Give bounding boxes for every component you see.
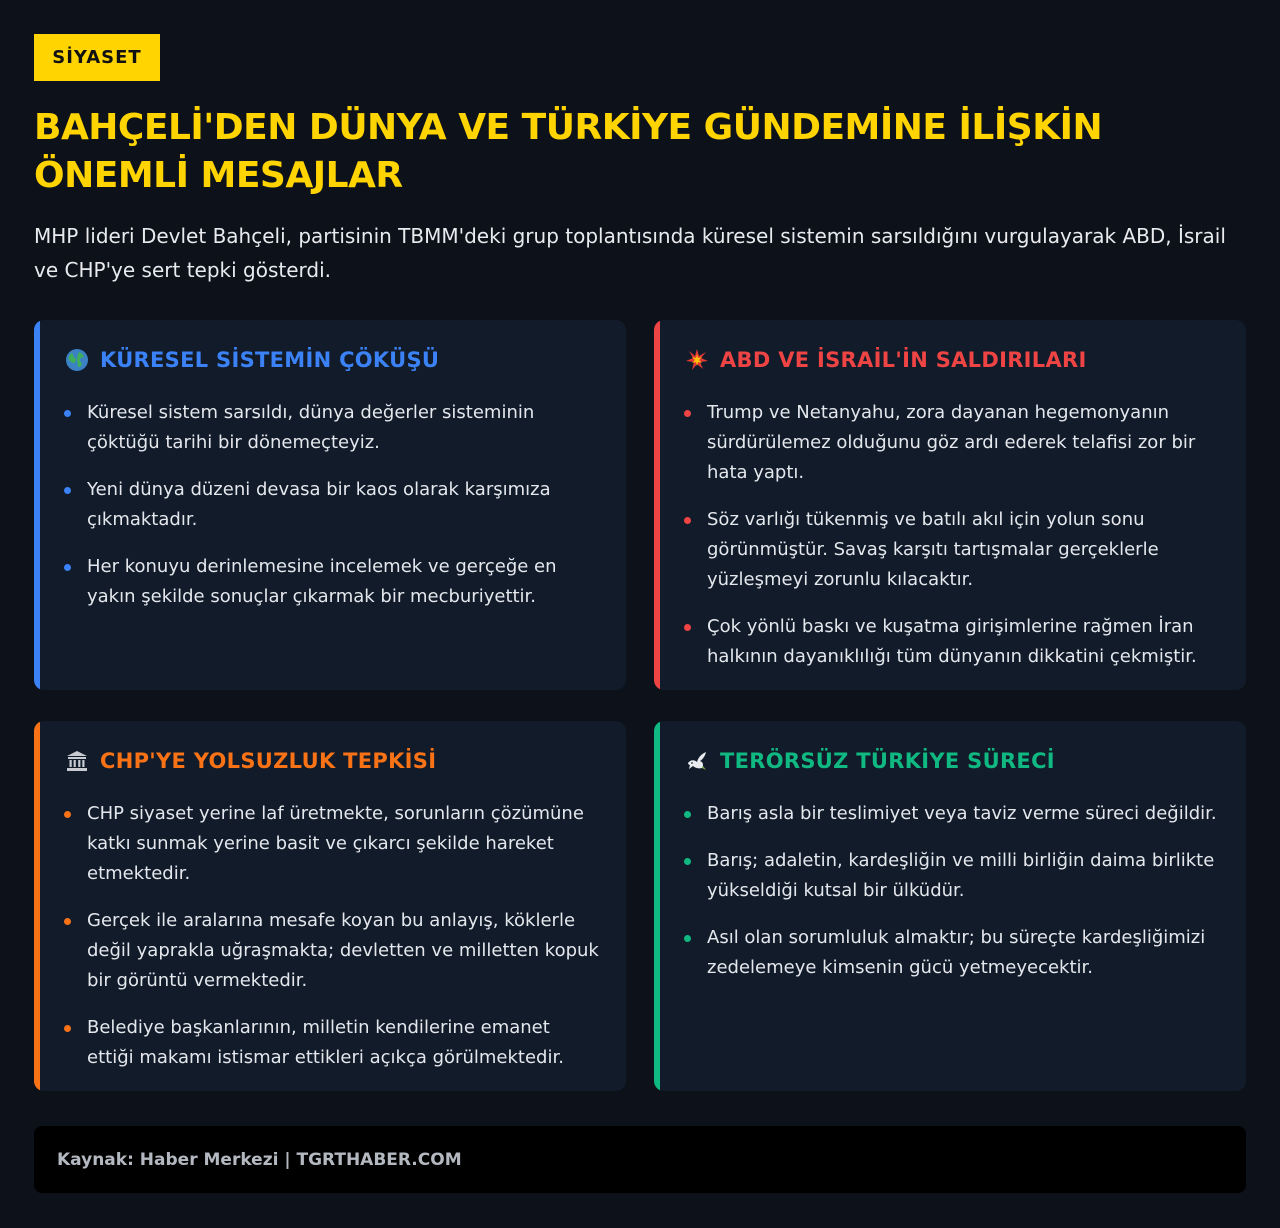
- lead-paragraph: MHP lideri Devlet Bahçeli, partisinin TBMM'deki grup toplantısında küresel sistemin sarsıldığını vurgulayarak ABD, İsrail ve CHP'ye sert tepki gösterdi.: [34, 224, 1226, 282]
- source-footer: Kaynak: Haber Merkezi | TGRTHABER.COM: [34, 1126, 1246, 1193]
- card-list: [64, 398, 602, 612]
- card-title: [684, 344, 1222, 376]
- category-badge: SİYASET: [34, 34, 160, 81]
- explosion-icon: [684, 347, 710, 373]
- list-item: [64, 799, 602, 889]
- bullet-dot: [64, 487, 71, 494]
- card-usa-israel-attacks: [654, 320, 1246, 690]
- bullet-dot: [684, 935, 691, 942]
- list-item: [64, 552, 602, 612]
- list-item: [64, 906, 602, 996]
- list-item-text: Küresel sistem sarsıldı, dünya değerler sisteminin çöktüğü tarihi bir dönemeçteyiz.: [87, 402, 535, 453]
- list-item-text: Her konuyu derinlemesine incelemek ve gerçeğe en yakın şekilde sonuçlar çıkarmak bir mecburiyettir.: [87, 556, 557, 607]
- card-list: [684, 398, 1222, 672]
- list-item: [684, 923, 1222, 983]
- card-title-text: KÜRESEL SİSTEMİN ÇÖKÜŞÜ: [100, 348, 440, 372]
- bullet-dot: [64, 564, 71, 571]
- card-terror-free-turkey: [654, 721, 1246, 1091]
- card-list: [64, 799, 602, 1073]
- list-item-text: Gerçek ile aralarına mesafe koyan bu anlayış, köklerle değil yaprakla uğraşmakta; devletten ve milletten kopuk bir görüntü vermektedir.: [87, 910, 599, 991]
- card-chp-corruption: [34, 721, 626, 1091]
- list-item-text: CHP siyaset yerine laf üretmekte, sorunların çözümüne katkı sunmak yerine basit ve çıkarcı şekilde hareket etmektedir.: [87, 803, 584, 884]
- list-item: [64, 1013, 602, 1073]
- card-title-text: CHP'YE YOLSUZLUK TEPKİSİ: [100, 749, 437, 773]
- card-global-system: [34, 320, 626, 690]
- list-item: [684, 846, 1222, 906]
- bullet-dot: [684, 858, 691, 865]
- bullet-dot: [64, 918, 71, 925]
- list-item-text: Çok yönlü baskı ve kuşatma girişimlerine rağmen İran halkının dayanıklılığı tüm dünyanın dikkatini çekmiştir.: [707, 616, 1197, 667]
- bullet-dot: [64, 410, 71, 417]
- list-item: [64, 398, 602, 458]
- list-item-text: Barış; adaletin, kardeşliğin ve milli birliğin daima birlikte yükseldiği kutsal bir ülküdür.: [707, 850, 1215, 901]
- bullet-dot: [684, 517, 691, 524]
- list-item-text: Belediye başkanlarının, milletin kendilerine emanet ettiği makamı istismar ettikleri açıkça görülmektedir.: [87, 1017, 564, 1068]
- globe-icon: [64, 347, 90, 373]
- list-item: [684, 398, 1222, 488]
- bullet-dot: [684, 811, 691, 818]
- list-item-text: Yeni dünya düzeni devasa bir kaos olarak karşımıza çıkmaktadır.: [87, 479, 551, 530]
- bullet-dot: [684, 410, 691, 417]
- card-title-text: ABD VE İSRAİL'İN SALDIRILARI: [720, 348, 1087, 372]
- list-item-text: Söz varlığı tükenmiş ve batılı akıl için yolun sonu görünmüştür. Savaş karşıtı tartışmalar gerçeklerle yüzleşmeyi zorunlu kılacaktır.: [707, 509, 1159, 590]
- classical-building-icon: [64, 748, 90, 774]
- card-title-text: TERÖRSÜZ TÜRKİYE SÜRECİ: [720, 749, 1055, 773]
- card-title: [64, 745, 602, 777]
- card-title: [64, 344, 602, 376]
- list-item: [64, 475, 602, 535]
- card-title: [684, 745, 1222, 777]
- list-item: [684, 612, 1222, 672]
- dove-icon: [684, 748, 710, 774]
- headline: BAHÇELİ'DEN DÜNYA VE TÜRKİYE GÜNDEMİNE İLİŞKİN ÖNEMLİ MESAJLAR: [34, 107, 1103, 196]
- list-item: [684, 505, 1222, 595]
- card-list: [684, 799, 1222, 983]
- list-item: [684, 799, 1222, 829]
- list-item-text: Trump ve Netanyahu, zora dayanan hegemonyanın sürdürülemez olduğunu göz ardı ederek telafisi zor bir hata yaptı.: [707, 402, 1196, 483]
- list-item-text: Barış asla bir teslimiyet veya taviz verme süreci değildir.: [707, 803, 1217, 824]
- bullet-dot: [64, 1025, 71, 1032]
- bullet-dot: [684, 624, 691, 631]
- list-item-text: Asıl olan sorumluluk almaktır; bu süreçte kardeşliğimizi zedelemeye kimsenin gücü yetmeyecektir.: [707, 927, 1206, 978]
- bullet-dot: [64, 811, 71, 818]
